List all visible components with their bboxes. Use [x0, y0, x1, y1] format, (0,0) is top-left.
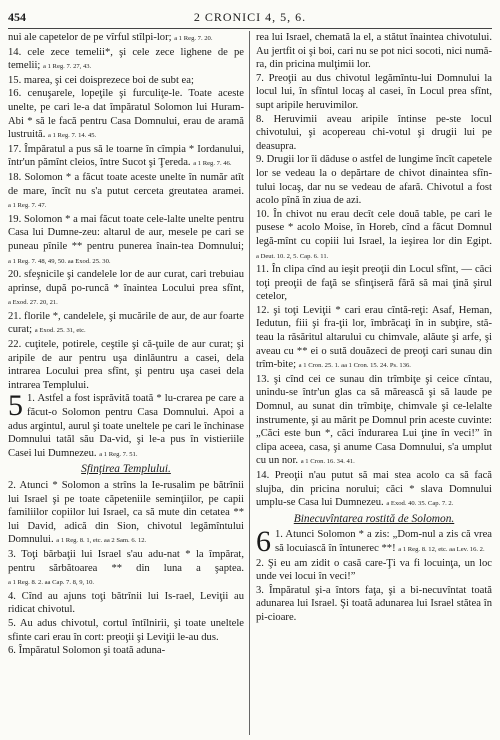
verse: 20. sfeşnicile şi candelele lor de aur curat, cari trebuiau aprinse, după po-runcă * înaintea Locului prea sfînt, a Exod. 27. 20, 21.: [8, 269, 244, 307]
verse: 4. Cînd au ajuns toţi bătrînii lui Is-rael, Leviţii au ridicat chivotul.: [8, 590, 244, 616]
verse: 2. Şi eu am zidit o casă care-Ţi va fi locuinţa, un loc unde vei locui în veci!”: [256, 557, 492, 583]
verse: 3. Toţi bărbaţii lui Israel s'au adu-nat * la împărat, pentru sărbătoarea ** din luna a şaptea. a 1 Reg. 8. 2. aa Cap. 7. 8, 9, 10.: [8, 548, 244, 587]
cross-reference: a 1 Reg. 7. 20.: [174, 35, 213, 42]
cross-reference: a Exod. 40. 35. Cap. 7. 2.: [386, 500, 454, 508]
verse: 13. şi cînd cei ce sunau din trîmbiţe şi ceice cîntau, unindu-se într'un glas ca să mărească şi să laude pe Domnul, au sunat din trîmbiţe, chimvale şi ce-lelalte instrumente, şi au mărit pe Domnul prin aceste cuvinte: „Căci este bun *, căci îndurarea Lui ţine în veci!” în clipa aceea, casa, şi anume Casa Domnului, s'a umplut cu un nor. a 1 Cron. 16. 34. 41.: [256, 373, 492, 467]
chapter-number: 6: [256, 525, 271, 559]
cross-reference: a 1 Reg. 7. 46.: [193, 160, 232, 168]
cross-reference: a 1 Reg. 8. 1, etc. aa 2 Sam. 6. 12.: [56, 537, 147, 545]
verse: 15. marea, şi cei doisprezece boi de subt ea;: [8, 74, 194, 86]
verse: 17. Împăratul a pus să le toarne în cîmpia * Iordanului, într'un pămînt cleios, între Sucot şi Ţereda. a 1 Reg. 7. 46.: [8, 143, 244, 169]
cross-reference: a 1 Reg. 7. 51.: [99, 450, 138, 458]
verse: rea lui Israel, chemată la el, a stătut înaintea chivotului. Au jertfit oi şi boi, cari nu se pot nici socoti, nici numă-ra, din pricina mulţimii lor.: [256, 32, 492, 71]
cross-reference: a 1 Reg. 7. 14. 45.: [48, 132, 97, 140]
verse: 14. cele zece temelii*, şi cele zece lighene de pe temelii; a 1 Reg. 7. 27, 43.: [8, 46, 244, 72]
cross-reference: a 1 Reg. 8. 2. aa Cap. 7. 8, 9, 10.: [8, 579, 95, 587]
chapter-start: 6 1. Atunci Solomon * a zis: „Dom-nul a zis că vrea să locuiască în întunerec **! a 1 Reg. 8. 12, etc. aa Lev. 16. 2.: [256, 525, 492, 559]
cross-reference: a Exod. 25. 31, etc.: [34, 327, 86, 335]
section-heading: Binecuvîntarea rostită de Solomon.: [293, 512, 455, 525]
verse: 2. Atunci * Solomon a strîns la Ie-rusalim pe bătrînii lui Israel şi pe toate căpeteniile seminţiilor, pe capii familiilor copiilor lui Israel, ca să mute din cetatea ** lui David, adică din Sion, chivotul legămîntului Domnului. a 1 Reg. 8. 1, etc. aa 2 Sam. 6. 12.: [8, 480, 244, 546]
verse: 8. Heruvimii aveau aripile întinse pe-ste locul chivotului, şi acopereau chi-votul şi drugii lui pe deasupra.: [256, 113, 492, 152]
cross-reference: a Exod. 27. 20, 21.: [8, 299, 58, 307]
verse: 6. Împăratul Solomon şi toată aduna-: [8, 645, 166, 657]
running-title: 2 CRONICI 4, 5, 6.: [193, 10, 307, 24]
page-number: 454: [8, 10, 26, 24]
verse: 10. În chivot nu erau decît cele două table, pe cari le pusese * acolo Moise, în Horeb, cînd a făcut Domnul legă-mînt cu copiii lui Israel, la ieşirea lor din Egipt. a Deut. 10. 2, 5. Cap. 6. 11.: [256, 208, 492, 260]
right-column: [256, 31, 492, 735]
cross-reference: a 1 Reg. 7. 27, 43.: [43, 63, 92, 71]
verse: 19. Solomon * a mai făcut toate cele-lalte unelte pentru Casa lui Dumne-zeu: altarul de aur, mesele pe cari se puneau pînile ** pentru punerea înain-tea Domnului; a 1 Reg. 7. 48, 49, 50. aa Exod. 25. 30.: [8, 213, 244, 265]
cross-reference: a 1 Reg. 7. 48, 49, 50. aa Exod. 25. 30.: [8, 257, 111, 265]
chapter-start: 5 1. Astfel a fost isprăvită toată * lu-crarea pe care a făcut-o Solomon pentru Casa Domnului. Apoi a adus argintul, aurul şi toate uneltele pe cari le închinase Domnului tatăl său Da-vid, şi le-a pus în vistieriile Casei lui Dumnezeu. a 1 Reg. 7. 51.: [8, 389, 244, 459]
verse: 3. Împăratul şi-a întors faţa, şi a bi-necuvîntat toată adunarea lui Israel. Şi toată adunarea lui Israel stătea în pi-cioare.: [256, 584, 492, 623]
verse: 5. Au adus chivotul, cortul întîlnirii, şi toate uneltele sfinte cari erau în cort: preoţii şi Leviţii le-au dus.: [8, 617, 244, 643]
verse: 22. cuţitele, potirele, ceştile şi că-ţuile de aur curat; şi aripile de aur pentru uşa dinlăuntru a casei, dela intrarea Locului prea sfînt, şi pentru uşa casei dela intrarea Templului.: [8, 339, 244, 391]
verse: 12. şi toţi Leviţii * cari erau cîntă-reţi: Asaf, Heman, Iedutun, fiii şi fra-ţii lor, îmbrăcaţi în in subţire, stă-teau la răsăritul altarului cu chimvale, alăute şi arfe, şi aveau cu ** ei o sută douăzeci de preoţi cari sunau din trîm-bite; a 1 Cron. 25. 1. aa 1 Cron. 15. 24. Ps. 136.: [256, 304, 492, 371]
section-heading: Sfinţirea Templului.: [81, 463, 171, 476]
verse: 18. Solomon * a făcut toate aceste unelte în număr atît de mare, încît nu s'a putut cerceta greutatea aramei. a 1 Reg. 7. 47.: [8, 171, 244, 210]
cross-reference: a 1 Cron. 25. 1. aa 1 Cron. 15. 24. Ps. 136.: [298, 362, 411, 370]
verse: 7. Preoţii au dus chivotul legămîntu-lui Domnului la locul lui, în sfîntul locaş al casei, în Locul prea sfînt, supt aripile heruvimilor.: [256, 72, 492, 111]
page-header: [8, 10, 492, 26]
column-divider: [249, 31, 250, 735]
verse: 14. Preoţii n'au putut să mai stea acolo ca să facă slujba, din pricina norului; căci * slava Domnului umplu-se Casa lui Dumnezeu. a Exod. 40. 35. Cap. 7. 2.: [256, 470, 492, 509]
cross-reference: a 1 Reg. 7. 47.: [8, 202, 47, 210]
verse: 9. Drugii lor îi dăduse o astfel de lungime încît capetele lor se vedeau la o depărtare de chivot dinaintea sfîn-tului locaş, dar nu se vedeau de afară. Chivotul a fost acolo pînă în ziua de azi.: [256, 154, 492, 207]
chapter-number: 5: [8, 389, 23, 423]
verse: 16. cenuşarele, lopeţile şi furculiţe-le. Toate aceste unelte, pe cari le-a dat împăratul Solomon lui Huram-Abi * să le facă pentru Casa Domnului, erau de aramă lustruită. a 1 Reg. 7. 14. 45.: [8, 88, 244, 141]
cross-reference: a 1 Cron. 16. 34. 41.: [300, 458, 355, 466]
cross-reference: a Deut. 10. 2, 5. Cap. 6. 11.: [256, 252, 329, 260]
cross-reference: a 1 Reg. 8. 12, etc. aa Lev. 16. 2.: [398, 545, 485, 553]
header-rule: [8, 28, 492, 29]
verse: 11. În clipa cînd au ieşit preoţii din Locul sfînt, — căci toţi preoţii de faţă se sfinţiseră fără să mai ţină şirul cetelor,: [256, 264, 492, 303]
left-column: [8, 31, 244, 735]
verse: nui ale capetelor de pe vîrful stîlpi-lor; a 1 Reg. 7. 20.: [8, 32, 213, 43]
verse: 21. florile *, candelele, şi mucările de aur, de aur foarte curat; a Exod. 25. 31, etc.: [8, 310, 244, 336]
